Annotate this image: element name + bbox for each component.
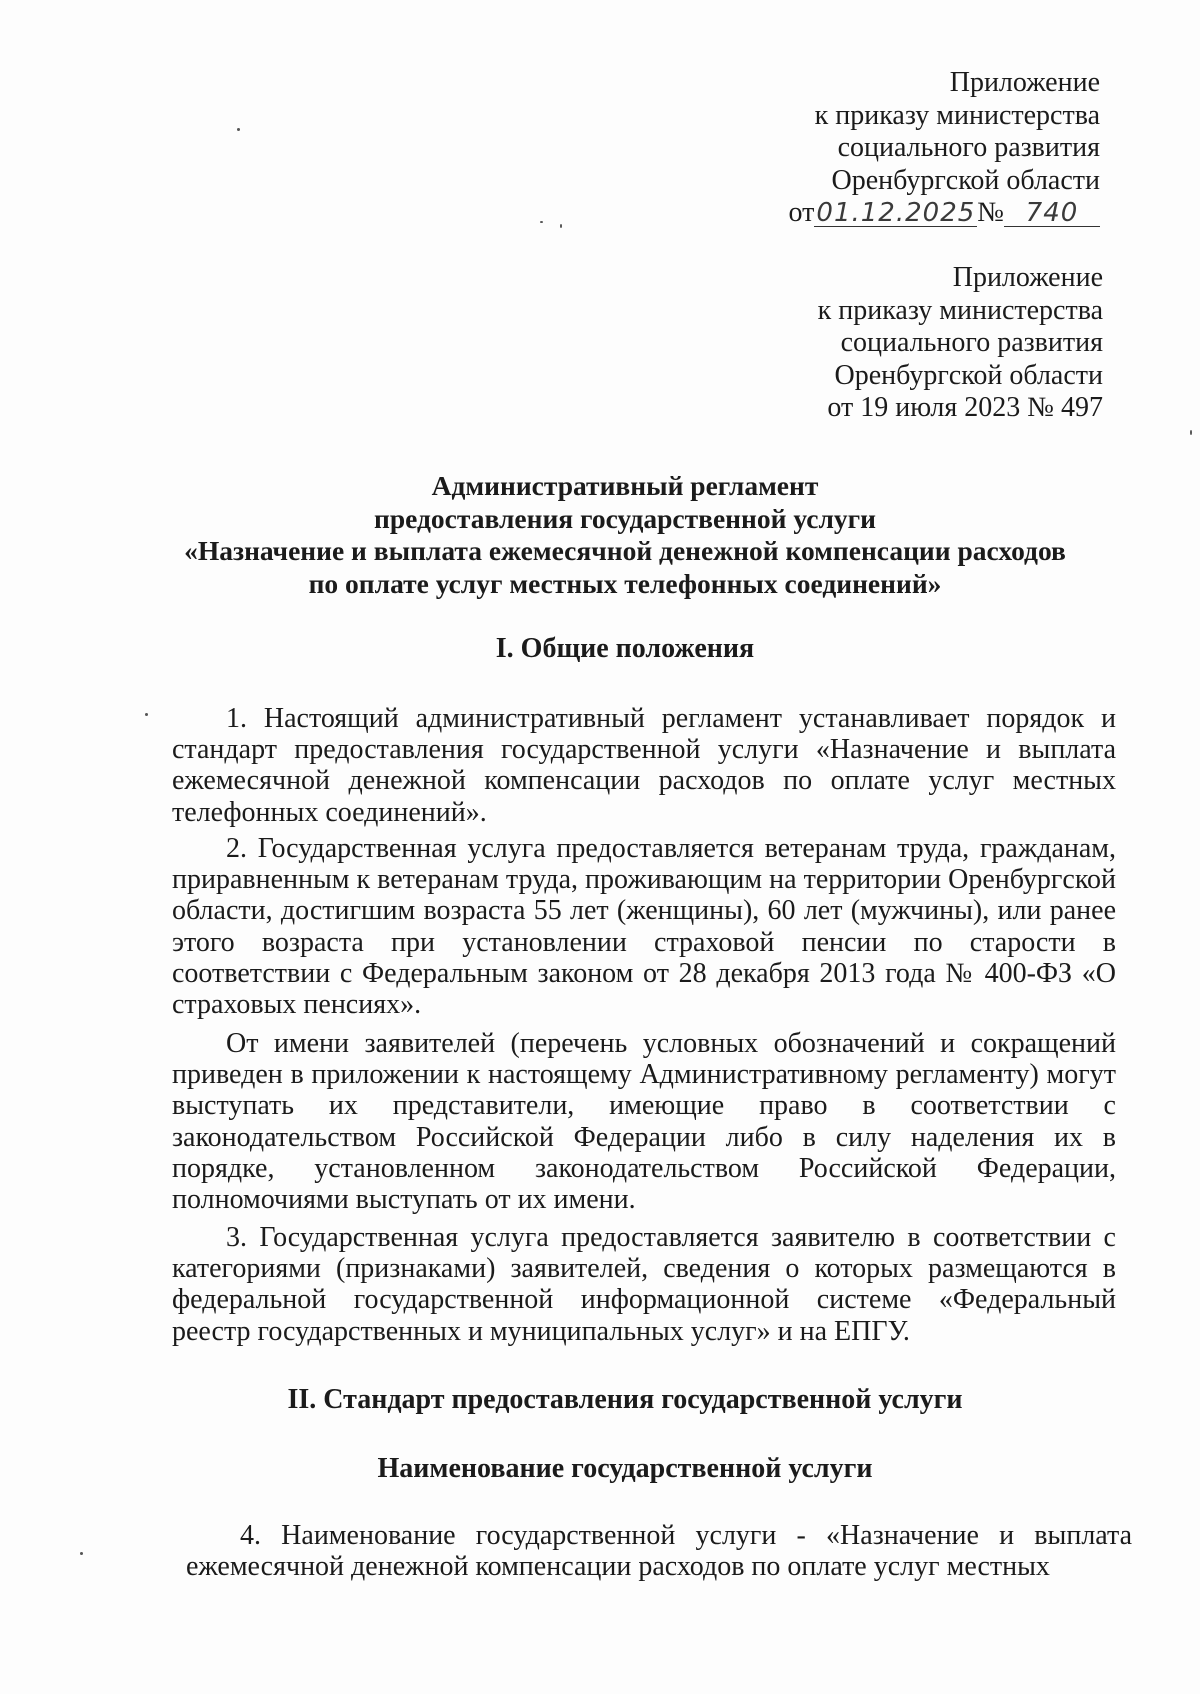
annex-date-prefix: от [788,197,815,228]
subsection-heading: Наименование государственной услуги [377,1453,873,1484]
title-line: «Назначение и выплата ежемесячной денежной компенсации расходов [184,535,1066,566]
annex-header-original [818,262,1103,425]
paragraph: 1. Настоящий административный регламент устанавливает порядок и стандарт предоставления государственной услуги «Назначение и выплата ежемесячной денежной компенсации расходов по оплате услуг местных телефонных соединений». [172,703,1116,828]
scan-speck [560,224,562,228]
scan-speck [1190,430,1192,435]
section-heading: II. Стандарт предоставления государственной услуги [287,1384,963,1415]
annex-line: Оренбургской области [834,359,1103,391]
title-line: по оплате услуг местных телефонных соединений» [308,567,942,599]
annex-line: к приказу министерства [814,99,1100,131]
scan-speck [145,713,148,716]
title-line: предоставления государственной услуги [374,502,876,534]
annex-line: Оренбургской области [831,164,1100,196]
annex-line: Приложение [949,67,1100,98]
handwritten-date: 01.12.2025 [816,198,976,228]
annex-line: социального развития [837,132,1100,163]
annex-line: социального развития [840,327,1103,358]
title-line: Административный регламент [431,470,819,501]
paragraph: 2. Государственная услуга предоставляется ветеранам труда, гражданам, приравненным к ветеранам труда, проживающим на территории Оренбургской области, достигшим возраста 55 лет (женщины), 60 лет (мужчины), или ранее этого возраста при установлении страховой пенсии по старости в соответствии с Федеральным законом от 28 декабря 2013 года № 400-ФЗ «О страховых пенсиях». [172,833,1116,1021]
annex-line: Приложение [952,262,1103,293]
annex-date-line [789,197,1100,230]
scan-speck [540,221,543,223]
annex-header-current [789,67,1100,230]
section-heading: I. Общие положения [495,633,755,664]
annex-number-sign: № [977,197,1004,228]
handwritten-number: 740 [1004,200,1100,227]
annex-line: к приказу министерства [817,294,1103,326]
annex-line: от 19 июля 2023 № 497 [827,392,1103,423]
paragraph: 3. Государственная услуга предоставляется заявителю в соответствии с категориями (признаками) заявителей, сведения о которых размещаются в федеральной государственной информационной системе «Федеральный реестр государственных и муниципальных услуг» и на ЕПГУ. [172,1222,1116,1347]
scan-speck [80,1552,83,1555]
paragraph: От имени заявителей (перечень условных обозначений и сокращений приведен в приложении к настоящему Административному регламенту) могут выступать их представители, имеющие право в соответствии с законодательством Российской Федерации либо в силу наделения их в порядке, установленном законодательством Российской Федерации, полномочиями выступать от их имени. [172,1028,1116,1216]
paragraph: 4. Наименование государственной услуги - «Назначение и выплата ежемесячной денежной компенсации расходов по оплате услуг местных [186,1520,1132,1583]
document-title [160,470,1090,600]
scan-speck [237,128,240,131]
